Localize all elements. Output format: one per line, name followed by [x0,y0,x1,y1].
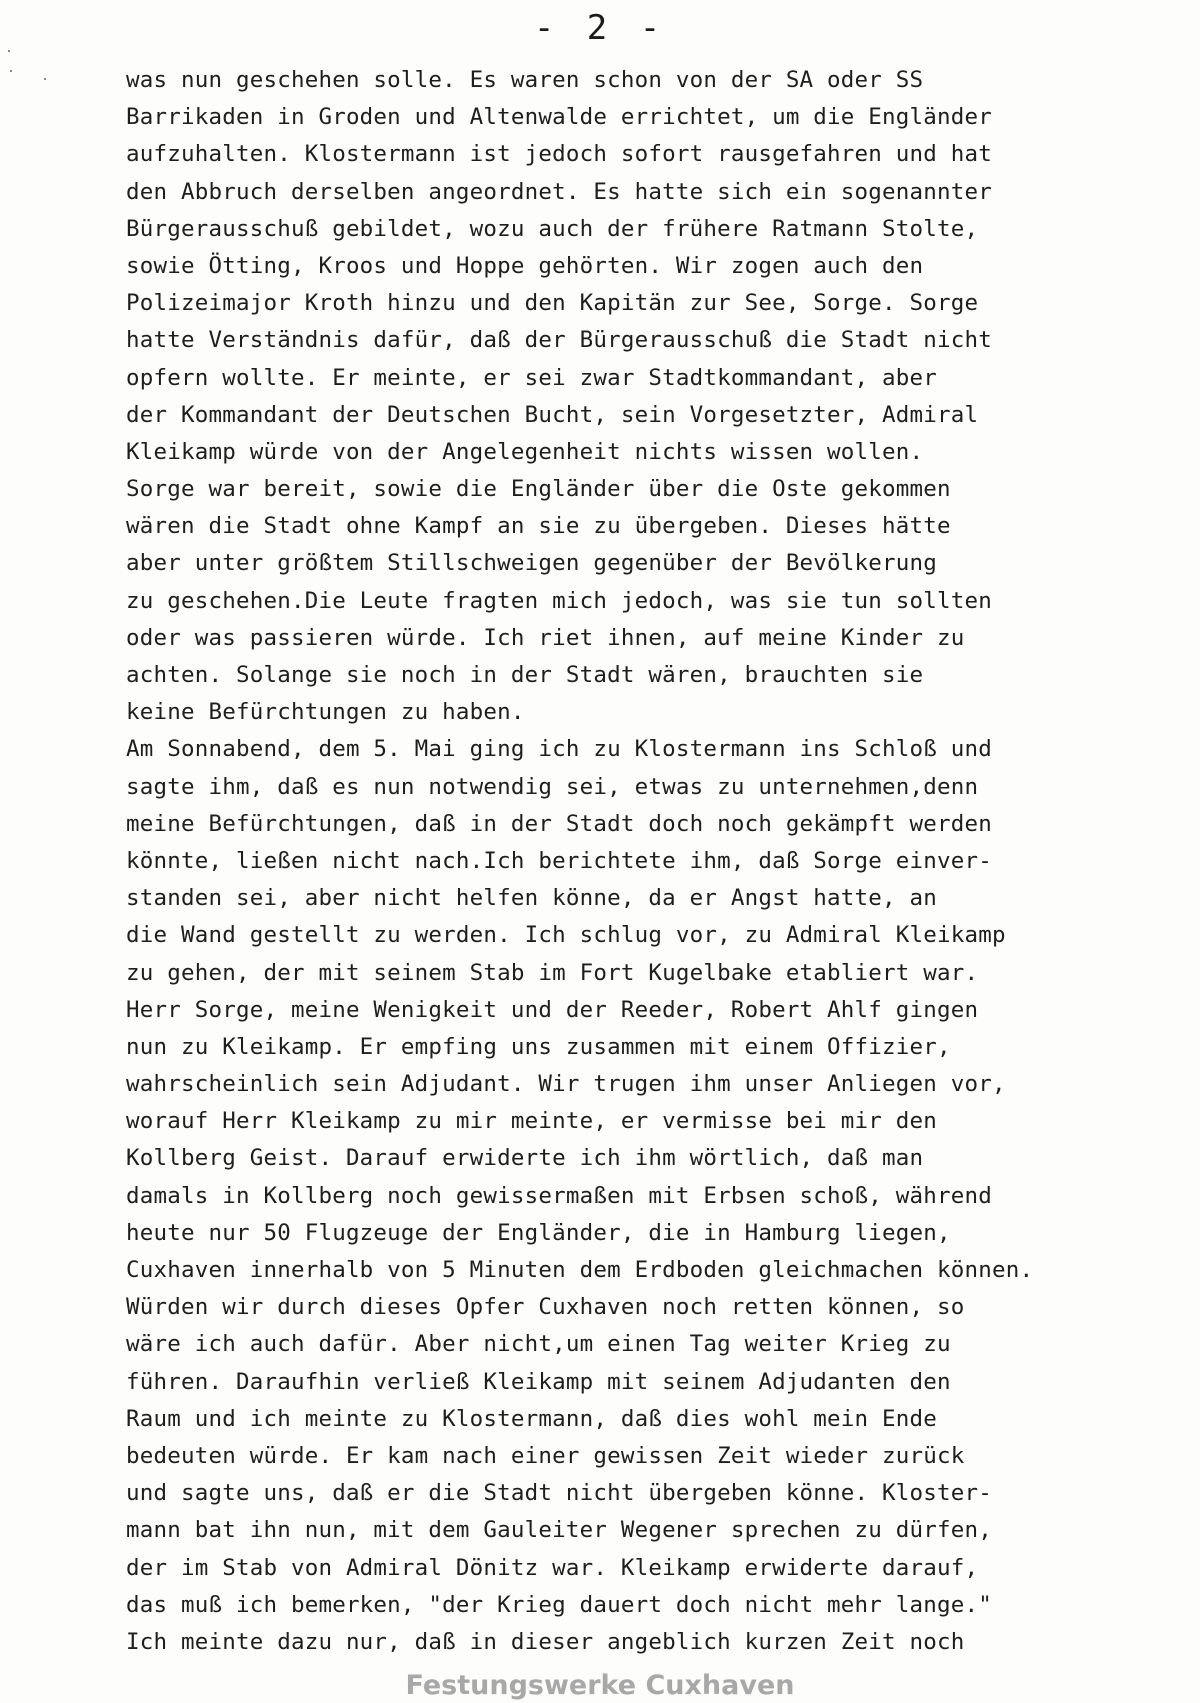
text-line: Polizeimajor Kroth hinzu und den Kapitän zur See, Sorge. Sorge [126,290,979,317]
scan-speck [44,78,46,80]
text-line: wahrscheinlich sein Adjudant. Wir trugen ihm unser Anliegen vor, [126,1071,1006,1098]
text-line: aufzuhalten. Klostermann ist jedoch sofort rausgefahren und hat [126,141,993,168]
watermark: Festungswerke Cuxhaven [405,1670,795,1701]
scan-speck [10,70,12,72]
text-line: bedeuten würde. Er kam nach einer gewissen Zeit wieder zurück [126,1442,965,1469]
text-line: wäre ich auch dafür. Aber nicht,um einen Tag weiter Krieg zu [126,1331,951,1358]
text-line: das muß ich bemerken, "der Krieg dauert doch nicht mehr lange." [126,1591,993,1618]
text-line: Kollberg Geist. Darauf erwiderte ich ihm wörtlich, daß man [126,1145,924,1172]
text-line: Sorge war bereit, sowie die Engländer über die Oste gekommen [126,476,951,503]
text-line: und sagte uns, daß er die Stadt nicht übergeben könne. Kloster- [126,1480,993,1507]
text-line: keine Befürchtungen zu haben. [126,699,525,726]
text-line: wären die Stadt ohne Kampf an sie zu übergeben. Dieses hätte [126,513,951,540]
text-line: oder was passieren würde. Ich riet ihnen, auf meine Kinder zu [126,624,965,651]
text-line: sagte ihm, daß es nun notwendig sei, etwas zu unternehmen,denn [126,773,979,800]
text-line: damals in Kollberg noch gewissermaßen mit Erbsen schoß, während [126,1182,993,1209]
text-line: Am Sonnabend, dem 5. Mai ging ich zu Klostermann ins Schloß und [126,736,993,763]
text-line: den Abbruch derselben angeordnet. Es hatte sich ein sogenannter [126,178,993,205]
text-line: mann bat ihn nun, mit dem Gauleiter Wegener sprechen zu dürfen, [126,1517,993,1544]
text-line: aber unter größtem Stillschweigen gegenüber der Bevölkerung [126,550,938,577]
typewritten-body [126,62,1186,1661]
text-line: führen. Daraufhin verließ Kleikamp mit seinem Adjudanten den [126,1368,951,1395]
text-line: Bürgerausschuß gebildet, wozu auch der frühere Ratmann Stolte, [126,215,979,242]
text-line: standen sei, aber nicht helfen könne, da er Angst hatte, an [126,885,938,912]
scan-speck [8,50,10,52]
text-line: Barrikaden in Groden und Altenwalde errichtet, um die Engländer [126,104,993,131]
text-line: der Kommandant der Deutschen Bucht, sein Vorgesetzter, Admiral [126,401,979,428]
text-line: hatte Verständnis dafür, daß der Bürgerausschuß die Stadt nicht [126,327,993,354]
text-line: heute nur 50 Flugzeuge der Engländer, die in Hamburg liegen, [126,1219,951,1246]
text-line: zu gehen, der mit seinem Stab im Fort Kugelbake etabliert war. [126,959,979,986]
text-line: meine Befürchtungen, daß in der Stadt doch noch gekämpft werden [126,810,993,837]
text-line: Cuxhaven innerhalb von 5 Minuten dem Erdboden gleichmachen können. [126,1257,1034,1283]
text-line: Raum und ich meinte zu Klostermann, daß dies wohl mein Ende [126,1405,938,1432]
text-line: was nun geschehen solle. Es waren schon von der SA oder SS [126,67,924,93]
text-line: achten. Solange sie noch in der Stadt wären, brauchten sie [126,662,924,688]
text-line: Herr Sorge, meine Wenigkeit und der Reeder, Robert Ahlf gingen [126,996,979,1023]
text-line: opfern wollte. Er meinte, er sei zwar Stadtkommandant, aber [126,364,938,391]
text-line: sowie Ötting, Kroos und Hoppe gehörten. Wir zogen auch den [126,252,924,279]
text-line: Kleikamp würde von der Angelegenheit nichts wissen wollen. [126,438,924,465]
text-line: Würden wir durch dieses Opfer Cuxhaven noch retten können, so [126,1294,965,1321]
text-line: zu geschehen.Die Leute fragten mich jedoch, was sie tun sollten [126,587,993,614]
text-line: der im Stab von Admiral Dönitz war. Kleikamp erwiderte darauf, [126,1554,979,1581]
text-line: könnte, ließen nicht nach.Ich berichtete ihm, daß Sorge einver- [126,847,993,874]
text-line: die Wand gestellt zu werden. Ich schlug vor, zu Admiral Kleikamp [126,922,1006,949]
text-line: worauf Herr Kleikamp zu mir meinte, er vermisse bei mir den [126,1108,938,1135]
text-line: nun zu Kleikamp. Er empfing uns zusammen mit einem Offizier, [126,1033,951,1060]
text-line: Ich meinte dazu nur, daß in dieser angeblich kurzen Zeit noch [126,1628,965,1655]
page-number: - 2 - [533,8,667,48]
